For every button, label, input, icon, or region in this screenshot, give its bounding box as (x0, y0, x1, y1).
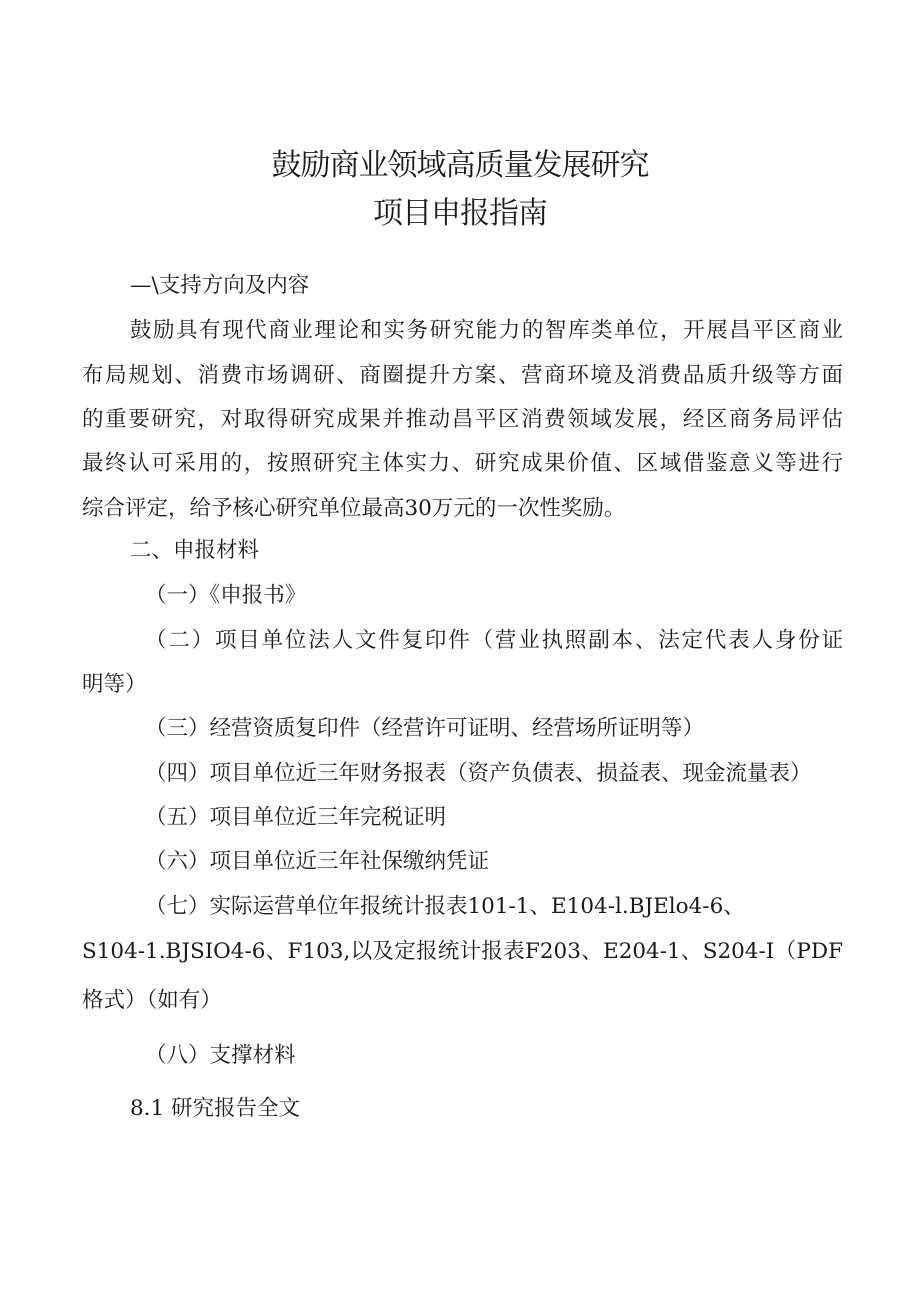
section1-paragraph-line: 综合评定，给予核心研究单位最高30万元的一次性奖励。 (82, 496, 626, 521)
section1-paragraph-line: 的重要研究，对取得研究成果并推动昌平区消费领域发展，经区商务局评估 (82, 407, 843, 432)
document-title-line1: 鼓励商业领域高质量发展研究 (271, 148, 649, 183)
material-item-1: （一）《申报书》 (145, 583, 307, 608)
section1-heading: —\支持方向及内容 (130, 273, 310, 298)
material-item-7-cont: S104-1.BJSIO4-6、F103,以及定报统计报表F203、E204-1、S204-I（PDF (82, 939, 843, 964)
material-item-3: （三）经营资质复印件（经营许可证明、经营场所证明等） (145, 716, 705, 741)
material-item-8: （八）支撑材料 (145, 1043, 296, 1068)
material-item-4: （四）项目单位近三年财务报表（资产负债表、损益表、现金流量表） (145, 761, 812, 786)
material-item-8-1: 8.1 研究报告全文 (130, 1096, 301, 1121)
section1-paragraph-line: 鼓励具有现代商业理论和实务研究能力的智库类单位，开展昌平区商业 (130, 318, 843, 343)
section2-heading: 二、申报材料 (130, 538, 260, 563)
material-item-2: （二）项目单位法人文件复印件（营业执照副本、法定代表人身份证 (145, 628, 843, 653)
material-item-5: （五）项目单位近三年完税证明 (145, 805, 447, 830)
material-item-2-cont: 明等） (82, 672, 147, 697)
section1-paragraph-line: 布局规划、消费市场调研、商圈提升方案、营商环境及消费品质升级等方面 (82, 363, 843, 388)
material-item-6: （六）项目单位近三年社保缴纳凭证 (145, 849, 490, 874)
section1-paragraph-line: 最终认可采用的，按照研究主体实力、研究成果价值、区域借鉴意义等进行 (82, 451, 843, 476)
material-item-7-cont: 格式）（如有） (82, 988, 222, 1013)
document-title-line2: 项目申报指南 (373, 196, 547, 231)
material-item-7: （七）实际运营单位年报统计报表101-1、E104-l.BJElo4-6、 (145, 894, 745, 919)
